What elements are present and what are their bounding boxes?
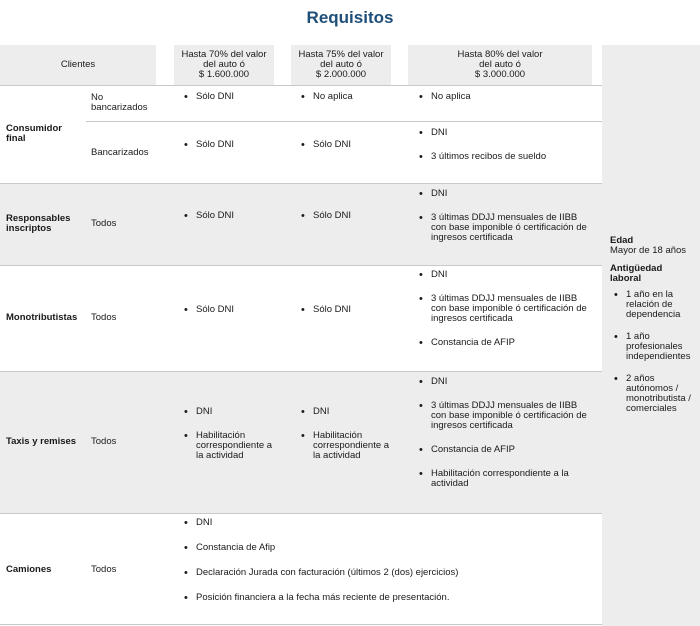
- list-item: • Sólo DNI: [301, 305, 401, 315]
- header-col-75-line3: $ 2.000.000: [315, 69, 367, 80]
- list-item: • Constancia de AFIP: [419, 338, 591, 348]
- segment-todos: Todos: [91, 312, 117, 323]
- segment-todos: Todos: [91, 564, 117, 575]
- row-category-taxis: Taxis y remises: [6, 436, 77, 447]
- cell-responsables-70: [184, 211, 284, 221]
- header-col-70: [174, 45, 274, 85]
- segment-no-bancarizados: [91, 93, 148, 113]
- cell-no-bancarizados-80: [419, 92, 589, 102]
- antiguedad-list: [610, 290, 698, 414]
- category-line: Consumidor: [6, 123, 62, 134]
- antiguedad-label-line: laboral: [610, 273, 642, 284]
- header-clientes: [0, 45, 156, 85]
- list-item: • 3 últimas DDJJ mensuales de IIBB con base imponible ó certificación de ingresos certificada: [419, 294, 591, 324]
- category-line: Responsables: [6, 213, 71, 224]
- segment-bancarizados: Bancarizados: [91, 147, 149, 158]
- list-item: • DNI: [184, 407, 276, 417]
- edad-value: Mayor de 18 años: [610, 245, 687, 256]
- list-item: • Habilitación correspondiente a la actividad: [184, 431, 276, 461]
- list-item: • Sólo DNI: [184, 305, 284, 315]
- divider: [0, 624, 602, 625]
- header-col-70-line1: Hasta 70% del valor: [181, 49, 267, 60]
- list-item: • Posición financiera a la fecha más reciente de presentación.: [184, 593, 584, 603]
- row-category-consumidor: [6, 124, 62, 144]
- cell-monotributistas-75: [301, 305, 401, 315]
- list-item: • Sólo DNI: [184, 211, 284, 221]
- antiguedad-label-line: Antigüedad: [610, 263, 663, 274]
- divider: [0, 513, 602, 514]
- list-item: • Habilitación correspondiente a la actividad: [301, 431, 393, 461]
- list-item: • DNI: [419, 128, 589, 138]
- list-item: • Sólo DNI: [184, 140, 284, 150]
- segment-line: bancarizados: [91, 102, 148, 113]
- cell-no-bancarizados-70: [184, 92, 284, 102]
- list-item: • Sólo DNI: [301, 211, 401, 221]
- list-item: • DNI: [419, 189, 591, 199]
- segment-line: No: [91, 92, 104, 103]
- cell-bancarizados-75: [301, 140, 401, 150]
- row-category-camiones: Camiones: [6, 564, 52, 575]
- list-item: • 1 año en la relación de dependencia: [614, 290, 698, 320]
- cell-bancarizados-80: [419, 128, 589, 162]
- category-line: final: [6, 133, 26, 144]
- header-col-80-line1: Hasta 80% del valor: [457, 49, 543, 60]
- list-item: • 3 últimas DDJJ mensuales de IIBB con base imponible ó certificación de ingresos certificada: [419, 401, 591, 431]
- cell-taxis-75: [301, 407, 393, 461]
- cell-no-bancarizados-75: [301, 92, 401, 102]
- header-col-70-line3: $ 1.600.000: [198, 69, 250, 80]
- requirements-sidebar: [602, 45, 700, 626]
- list-item: • DNI: [301, 407, 393, 417]
- list-item: • Constancia de AFIP: [419, 445, 591, 455]
- list-item: • Declaración Jurada con facturación (últimos 2 (dos) ejercicios): [184, 568, 584, 578]
- list-item: • DNI: [419, 377, 591, 387]
- row-category-responsables: [6, 214, 70, 234]
- cell-camiones: [184, 518, 584, 603]
- cell-monotributistas-80: [419, 270, 591, 348]
- list-item: • No aplica: [419, 92, 589, 102]
- header-col-75-line2: del auto ó: [320, 59, 362, 70]
- header-col-75-line1: Hasta 75% del valor: [298, 49, 384, 60]
- header-col-70-line2: del auto ó: [203, 59, 245, 70]
- list-item: • No aplica: [301, 92, 401, 102]
- list-item: • Constancia de Afip: [184, 543, 584, 553]
- divider: [0, 371, 602, 372]
- cell-responsables-75: [301, 211, 401, 221]
- list-item: • Sólo DNI: [301, 140, 401, 150]
- cell-monotributistas-70: [184, 305, 284, 315]
- category-line: inscriptos: [6, 223, 52, 234]
- list-item: • Habilitación correspondiente a la actividad: [419, 469, 591, 489]
- divider: [0, 265, 602, 266]
- edad-label: Edad: [610, 235, 634, 246]
- header-col-80: [408, 45, 592, 85]
- list-item: • DNI: [419, 270, 591, 280]
- row-category-monotributistas: Monotributistas: [6, 312, 78, 323]
- header-col-80-line2: del auto ó: [479, 59, 521, 70]
- list-item: • 2 años autónomos / monotributista / comerciales: [614, 374, 698, 414]
- divider: [86, 121, 602, 122]
- divider: [0, 85, 602, 86]
- cell-taxis-80: [419, 377, 591, 489]
- list-item: • 1 año profesionales independientes: [614, 332, 698, 362]
- header-col-80-line3: $ 3.000.000: [474, 69, 526, 80]
- cell-responsables-80: [419, 189, 591, 243]
- cell-bancarizados-70: [184, 140, 284, 150]
- list-item: • Sólo DNI: [184, 92, 284, 102]
- segment-todos: Todos: [91, 218, 117, 229]
- page-title: Requisitos: [306, 8, 394, 27]
- list-item: • DNI: [184, 518, 584, 528]
- segment-todos: Todos: [91, 436, 117, 447]
- header-col-75: [291, 45, 391, 85]
- cell-taxis-70: [184, 407, 276, 461]
- divider: [0, 183, 602, 184]
- header-clientes-label: Clientes: [60, 59, 96, 70]
- list-item: • 3 últimos recibos de sueldo: [419, 152, 589, 162]
- list-item: • 3 últimas DDJJ mensuales de IIBB con base imponible ó certificación de ingresos certificada: [419, 213, 591, 243]
